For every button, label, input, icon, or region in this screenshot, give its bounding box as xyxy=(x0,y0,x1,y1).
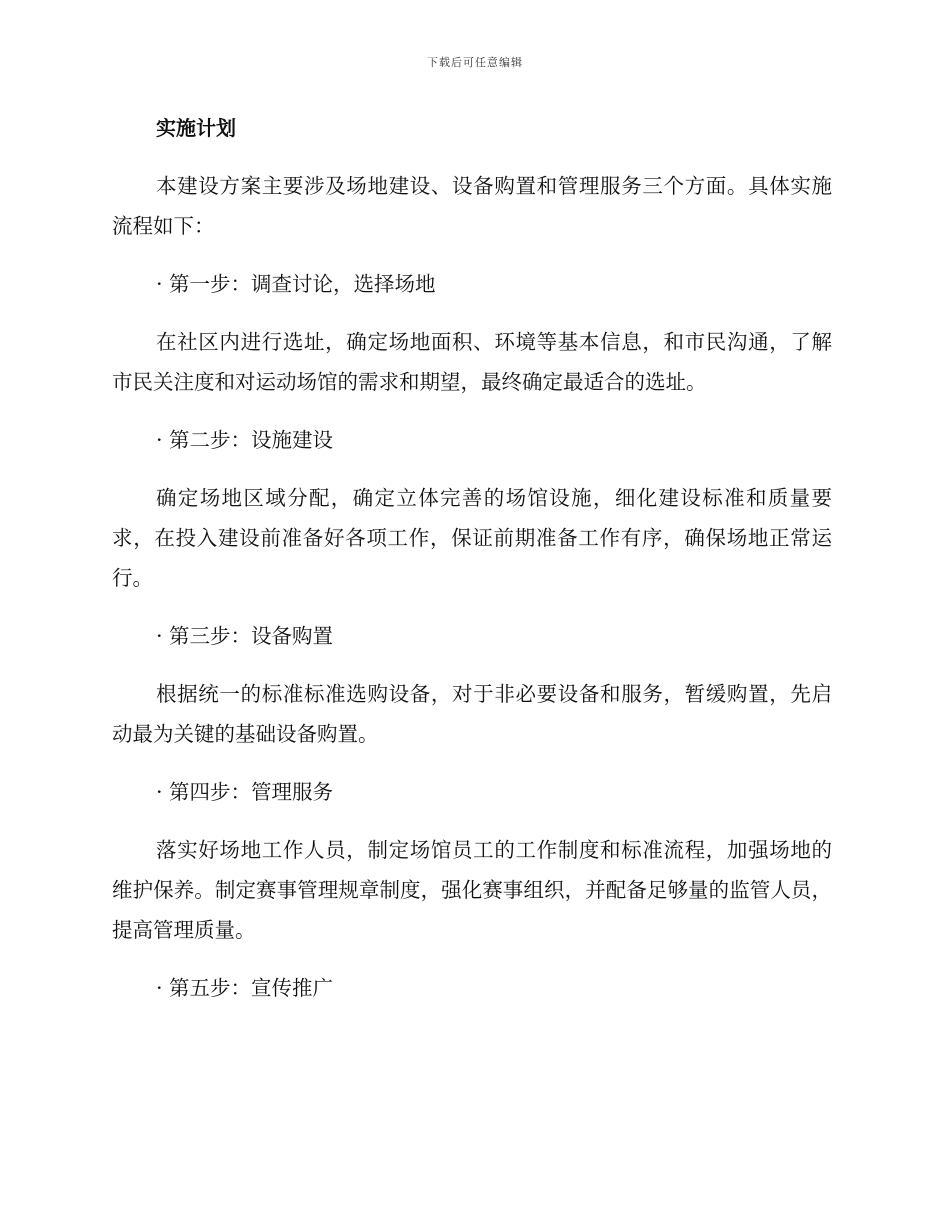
step-3-heading: · 第三步：设备购置 xyxy=(156,624,334,648)
step-4-heading: · 第四步：管理服务 xyxy=(156,780,334,804)
step-5-heading: · 第五步：宣传推广 xyxy=(156,976,334,1000)
step-2-paragraph: 确定场地区域分配，确定立体完善的场馆设施，细化建设标准和质量要求，在投入建设前准备好各项工作，保证前期准备工作有序，确保场地正常运行。 xyxy=(112,486,832,590)
step-1-heading: · 第一步：调查讨论，选择场地 xyxy=(156,272,436,296)
step-3-paragraph: 根据统一的标准标准选购设备，对于非必要设备和服务，暂缓购置，先启动最为关键的基础设备购置。 xyxy=(112,682,832,746)
step-4-paragraph: 落实好场地工作人员，制定场馆员工的工作制度和标准流程，加强场地的维护保养。制定赛事管理规章制度，强化赛事组织，并配备足够量的监管人员，提高管理质量。 xyxy=(112,838,832,942)
step-2-heading: · 第二步：设施建设 xyxy=(156,428,334,452)
intro-paragraph: 本建设方案主要涉及场地建设、设备购置和管理服务三个方面。具体实施流程如下： xyxy=(112,174,832,238)
document-body xyxy=(112,108,832,1026)
page-header: 下载后可任意编辑 xyxy=(427,56,523,69)
step-1-paragraph: 在社区内进行选址，确定场地面积、环境等基本信息，和市民沟通，了解市民关注度和对运动场馆的需求和期望，最终确定最适合的选址。 xyxy=(112,330,832,394)
section-title: 实施计划 xyxy=(156,116,236,140)
